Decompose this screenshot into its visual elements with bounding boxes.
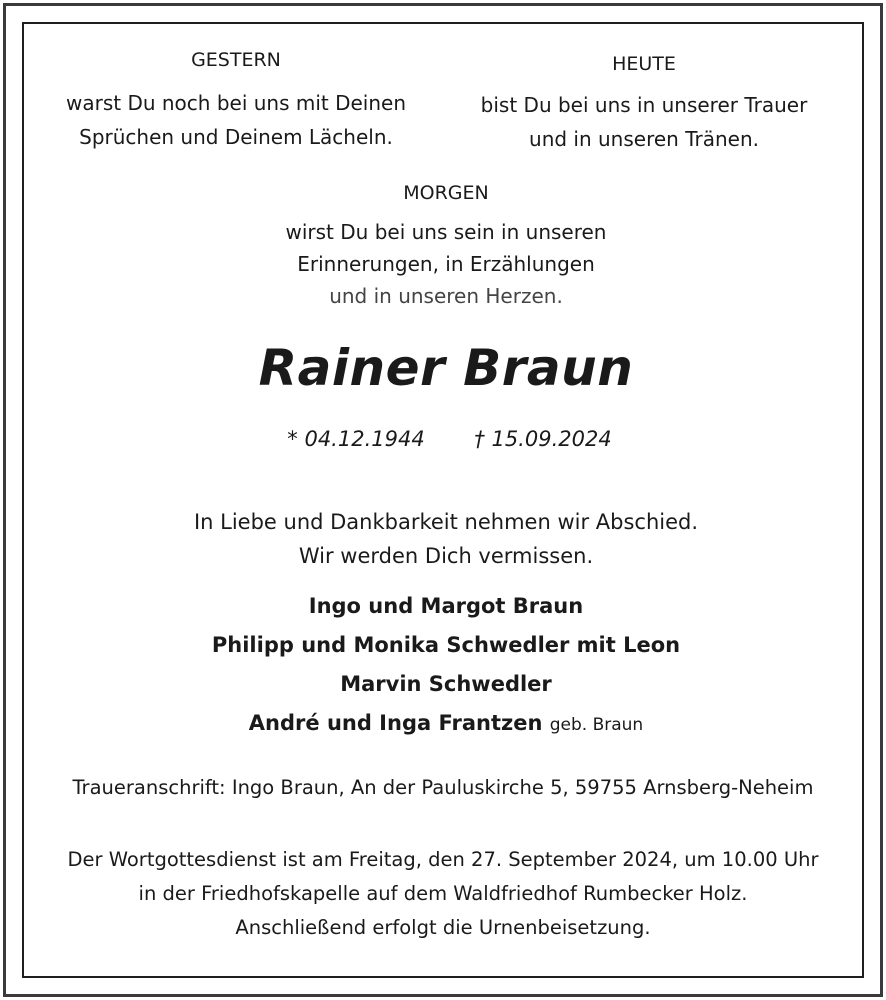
farewell-text xyxy=(96,505,796,573)
verse-heading-gestern: GESTERN xyxy=(191,49,281,71)
family-name: André und Inga Frantzen xyxy=(248,711,543,735)
verse-line: bist Du bei uns in unserer Trauer xyxy=(480,93,808,117)
verse-line: Sprüchen und Deinem Lächeln. xyxy=(79,125,393,149)
service-line: in der Friedhofskapelle auf dem Waldfriedhof Rumbecker Holz. xyxy=(138,882,748,905)
family-line xyxy=(96,704,796,745)
verse-line: warst Du noch bei uns mit Deinen xyxy=(65,91,407,115)
verse-line: wirst Du bei uns sein in unseren xyxy=(285,220,607,244)
service-info xyxy=(26,843,860,945)
service-line: Der Wortgottesdienst ist am Freitag, den 27. September 2024, um 10.00 Uhr xyxy=(67,848,819,871)
farewell-line: In Liebe und Dankbarkeit nehmen wir Abschied. xyxy=(193,510,699,534)
verse-heading-heute: HEUTE xyxy=(612,53,676,75)
family-line: Philipp und Monika Schwedler mit Leon xyxy=(211,633,681,657)
farewell-line: Wir werden Dich vermissen. xyxy=(298,544,594,568)
inner-frame xyxy=(22,22,864,978)
verse-morgen xyxy=(246,216,646,312)
family-line: Marvin Schwedler xyxy=(340,672,552,696)
service-line: Anschließend erfolgt die Urnenbeisetzung. xyxy=(235,916,651,939)
family-list xyxy=(96,587,796,745)
verse-line: und in unseren Tränen. xyxy=(529,127,759,151)
family-line: Ingo und Margot Braun xyxy=(308,594,584,618)
verse-line: und in unseren Herzen. xyxy=(329,284,563,308)
verse-line: Erinnerungen, in Erzählungen xyxy=(297,252,595,276)
verse-heute xyxy=(444,88,844,156)
birth-date: * 04.12.1944 xyxy=(287,427,425,451)
death-date: † 15.09.2024 xyxy=(474,427,612,451)
verse-gestern xyxy=(36,86,436,154)
deceased-name: Rainer Braun xyxy=(258,339,634,397)
mourning-address: Traueranschrift: Ingo Braun, An der Pauluskirche 5, 59755 Arnsberg-Neheim xyxy=(72,776,814,799)
family-suffix: geb. Braun xyxy=(549,715,644,735)
verse-heading-morgen: MORGEN xyxy=(403,182,489,204)
